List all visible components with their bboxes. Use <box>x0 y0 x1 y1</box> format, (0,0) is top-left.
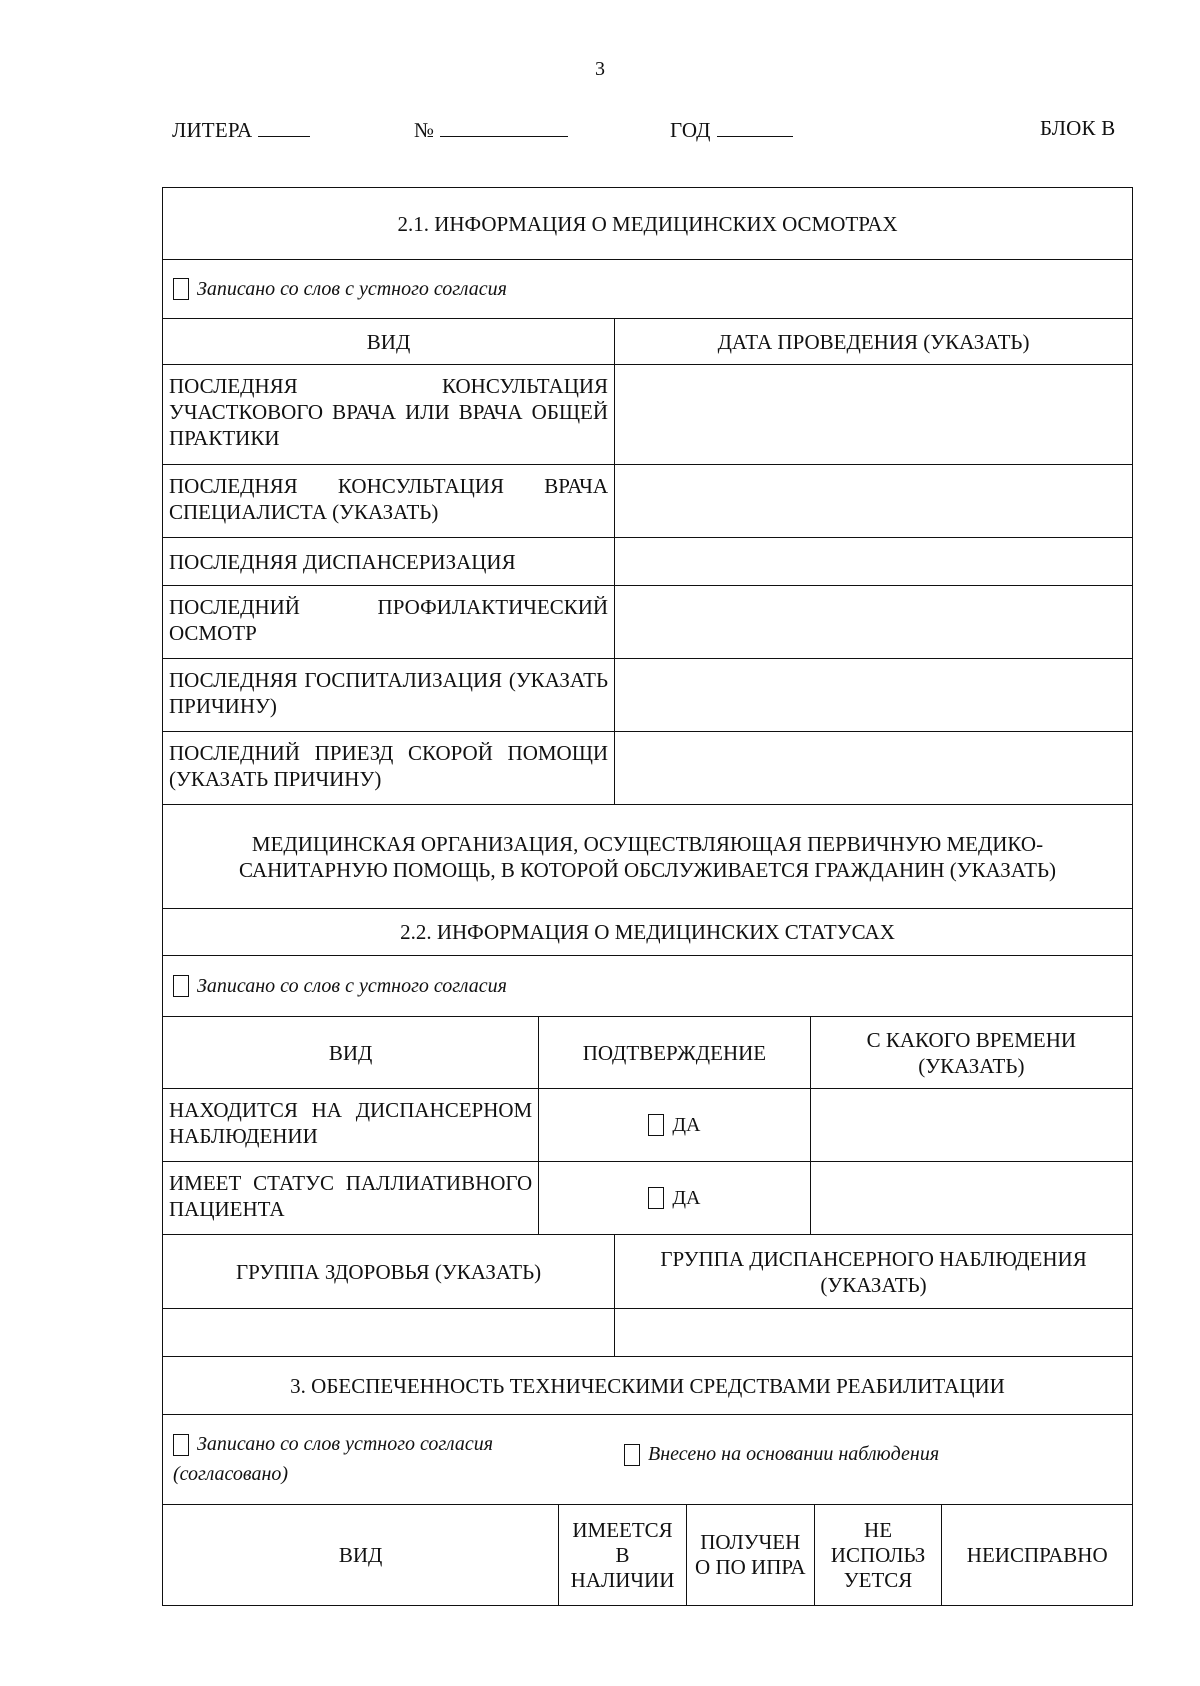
row-label: ПОСЛЕДНЯЯ ГОСПИТАЛИЗАЦИЯ (УКАЗАТЬ ПРИЧИНУ) <box>163 659 615 731</box>
groups-header-row <box>163 1235 1132 1309</box>
organization-row[interactable] <box>163 805 1132 909</box>
date-input[interactable] <box>615 586 1132 658</box>
table-row <box>163 365 1132 465</box>
dispensary-group-input[interactable] <box>615 1309 1132 1356</box>
organization-label: МЕДИЦИНСКАЯ ОРГАНИЗАЦИЯ, ОСУЩЕСТВЛЯЮЩАЯ ПЕРВИЧНУЮ МЕДИКО-САНИТАРНУЮ ПОМОЩЬ, В КОТОРОЙ ОБСЛУЖИВАЕТСЯ ГРАЖДАНИН (УКАЗАТЬ) <box>238 831 1056 882</box>
section-2-1-consent-row <box>163 260 1132 319</box>
column-header-date: ДАТА ПРОВЕДЕНИЯ (УКАЗАТЬ) <box>717 329 1030 354</box>
column-header-confirmation: ПОДТВЕРЖДЕНИЕ <box>539 1017 810 1088</box>
since-input[interactable] <box>811 1162 1132 1234</box>
date-input[interactable] <box>615 538 1132 585</box>
row-label: ПОСЛЕДНЯЯ ДИСПАНСЕРИЗАЦИЯ <box>163 538 615 585</box>
consent-label: Записано со слов устного согласия (согласовано) <box>173 1433 494 1485</box>
litera-blank[interactable] <box>258 116 310 137</box>
consent-checkbox[interactable] <box>173 278 189 300</box>
section-3-consent-row <box>163 1415 1132 1505</box>
column-header-not-used: НЕ ИСПОЛЬЗ УЕТСЯ <box>815 1505 943 1605</box>
consent-checkbox[interactable] <box>173 1434 189 1456</box>
number-label: № <box>414 118 435 142</box>
year-blank[interactable] <box>717 116 793 137</box>
section-2-1-header <box>163 188 1132 260</box>
table-row <box>163 465 1132 538</box>
confirm-cell[interactable] <box>539 1162 810 1234</box>
date-input[interactable] <box>615 732 1132 804</box>
date-input[interactable] <box>615 365 1132 464</box>
date-input[interactable] <box>615 465 1132 537</box>
row-label: ИМЕЕТ СТАТУС ПАЛЛИАТИВНОГО ПАЦИЕНТА <box>163 1162 539 1234</box>
litera-field[interactable] <box>172 116 310 143</box>
section-3-options <box>163 1415 1132 1504</box>
block-label: БЛОК В <box>1040 116 1116 140</box>
table-row <box>163 1089 1132 1162</box>
row-label: ПОСЛЕДНЯЯ КОНСУЛЬТАЦИЯ УЧАСТКОВОГО ВРАЧА ИЛИ ВРАЧА ОБЩЕЙ ПРАКТИКИ <box>163 365 615 464</box>
column-header-available: ИМЕЕТСЯ В НАЛИЧИИ <box>559 1505 687 1605</box>
column-header-type: ВИД <box>163 319 615 364</box>
litera-label: ЛИТЕРА <box>172 118 253 142</box>
health-group-input[interactable] <box>163 1309 615 1356</box>
yes-checkbox[interactable] <box>648 1187 664 1209</box>
yes-label: ДА <box>672 1114 701 1136</box>
section-3-title: 3. ОБЕСПЕЧЕННОСТЬ ТЕХНИЧЕСКИМИ СРЕДСТВАМИ РЕАБИЛИТАЦИИ <box>290 1373 1005 1398</box>
number-field[interactable] <box>414 116 568 143</box>
section-2-2-title: 2.2. ИНФОРМАЦИЯ О МЕДИЦИНСКИХ СТАТУСАХ <box>400 920 895 944</box>
yes-label: ДА <box>672 1187 701 1209</box>
page-number: 3 <box>595 58 605 80</box>
since-input[interactable] <box>811 1089 1132 1161</box>
section-3-header <box>163 1357 1132 1415</box>
column-header-received: ПОЛУЧЕН О ПО ИПРА <box>687 1505 815 1605</box>
number-blank[interactable] <box>440 116 568 137</box>
consent-checkbox[interactable] <box>173 975 189 997</box>
column-header-since: С КАКОГО ВРЕМЕНИ (УКАЗАТЬ) <box>866 1027 1077 1078</box>
section-2-1-consent[interactable] <box>163 260 1132 318</box>
section-2-1-title: 2.1. ИНФОРМАЦИЯ О МЕДИЦИНСКИХ ОСМОТРАХ <box>397 211 898 236</box>
section-2-2-consent[interactable] <box>163 956 1132 1016</box>
dispensary-group-label: ГРУППА ДИСПАНСЕРНОГО НАБЛЮДЕНИЯ (УКАЗАТЬ) <box>660 1246 1087 1297</box>
year-field[interactable] <box>670 116 793 143</box>
row-label: ПОСЛЕДНЯЯ КОНСУЛЬТАЦИЯ ВРАЧА СПЕЦИАЛИСТА (УКАЗАТЬ) <box>163 465 615 537</box>
row-label: НАХОДИТСЯ НА ДИСПАНСЕРНОМ НАБЛЮДЕНИИ <box>163 1089 539 1161</box>
section-2-1-columns <box>163 319 1132 365</box>
form-table <box>162 187 1133 1606</box>
section-3-observation[interactable] <box>624 1439 939 1469</box>
date-input[interactable] <box>615 659 1132 731</box>
section-2-2-consent-row <box>163 956 1132 1017</box>
column-header-type: ВИД <box>163 1017 539 1088</box>
table-row <box>163 1162 1132 1235</box>
consent-label: Записано со слов с устного согласия <box>197 975 507 997</box>
section-3-columns <box>163 1505 1132 1605</box>
table-row <box>163 732 1132 805</box>
table-row <box>163 659 1132 732</box>
groups-value-row <box>163 1309 1132 1357</box>
yes-checkbox[interactable] <box>648 1114 664 1136</box>
observation-label: Внесено на основании наблюдения <box>648 1443 940 1465</box>
observation-checkbox[interactable] <box>624 1444 640 1466</box>
table-row <box>163 538 1132 586</box>
consent-label: Записано со слов с устного согласия <box>197 278 507 300</box>
column-header-type: ВИД <box>163 1505 559 1605</box>
row-label: ПОСЛЕДНИЙ ПРИЕЗД СКОРОЙ ПОМОЩИ (УКАЗАТЬ ПРИЧИНУ) <box>163 732 615 804</box>
section-2-2-header <box>163 909 1132 956</box>
table-row <box>163 586 1132 659</box>
row-label: ПОСЛЕДНИЙ ПРОФИЛАКТИЧЕСКИЙ ОСМОТР <box>163 586 615 658</box>
year-label: ГОД <box>670 118 711 142</box>
column-header-faulty: НЕИСПРАВНО <box>966 1543 1108 1567</box>
section-3-consent[interactable] <box>173 1429 573 1489</box>
confirm-cell[interactable] <box>539 1089 810 1161</box>
section-2-2-columns <box>163 1017 1132 1089</box>
health-group-label: ГРУППА ЗДОРОВЬЯ (УКАЗАТЬ) <box>163 1235 615 1308</box>
